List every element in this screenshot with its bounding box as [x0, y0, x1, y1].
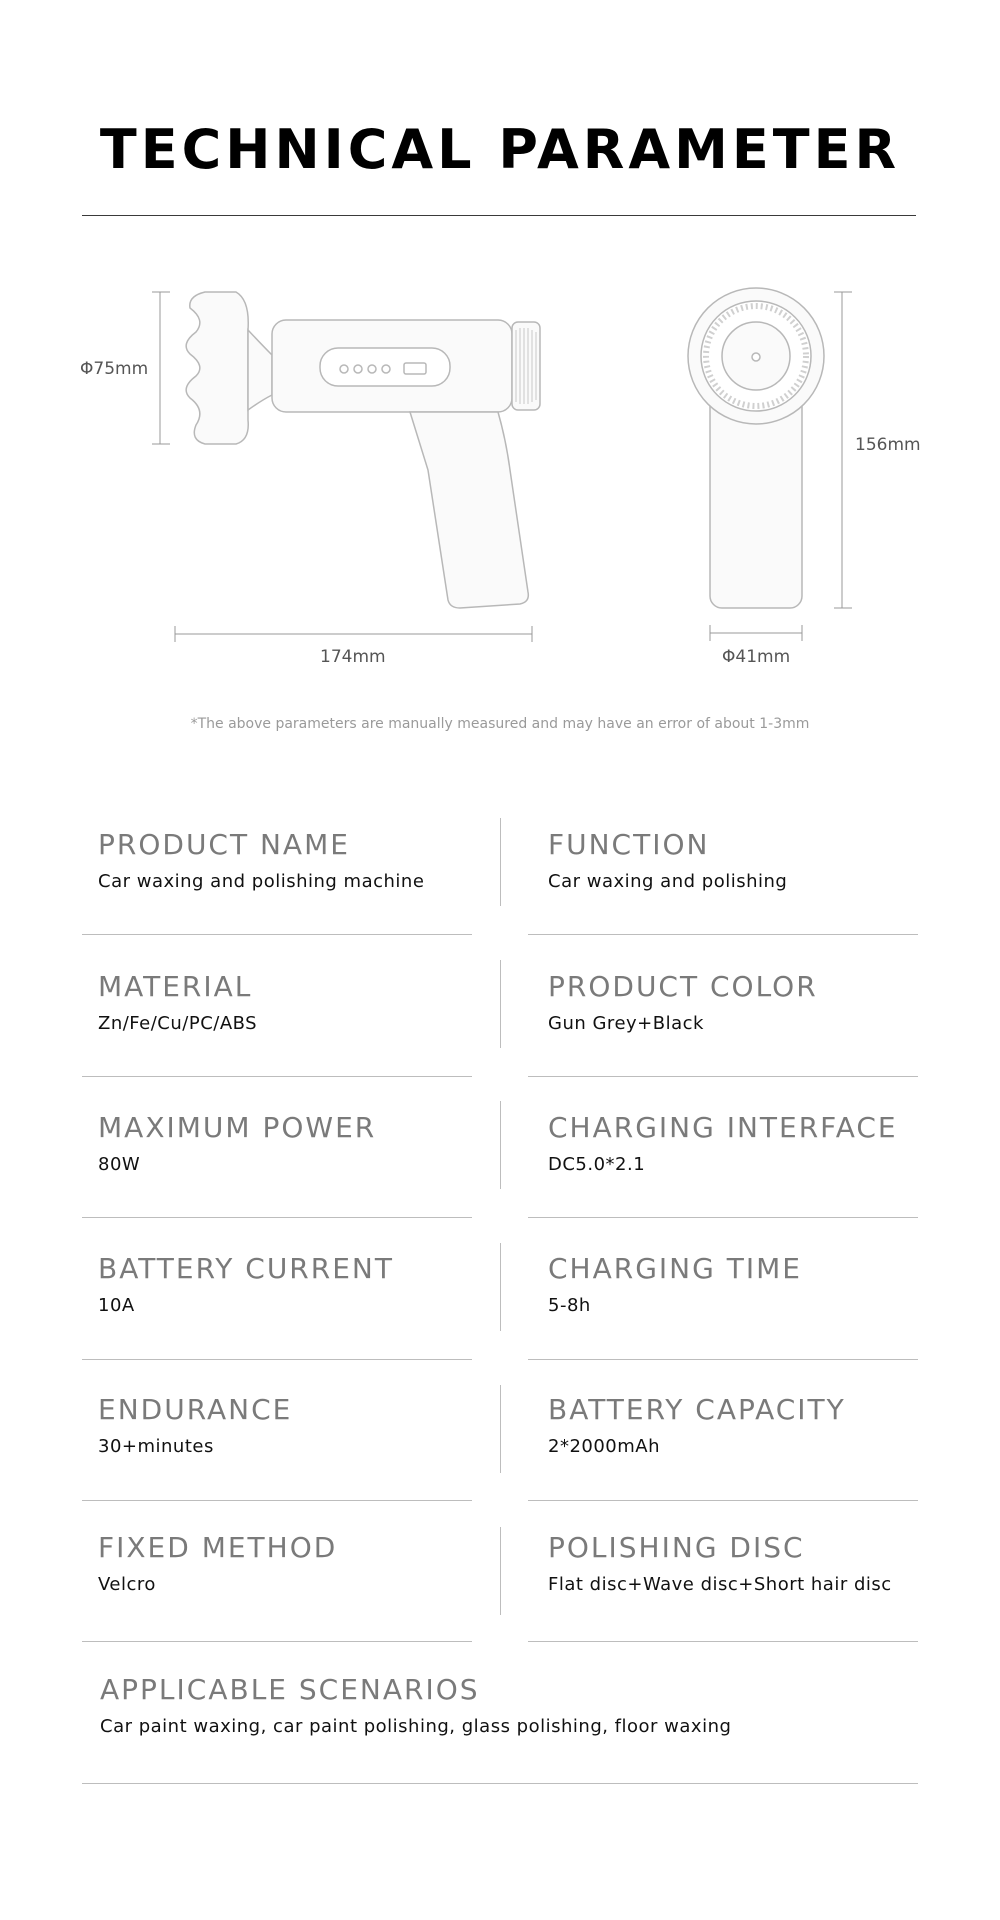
height-label: 156mm [855, 435, 921, 455]
spec-battery-capacity [548, 1393, 846, 1457]
row-divider [82, 1641, 472, 1642]
spec-value: Flat disc+Wave disc+Short hair disc [548, 1574, 892, 1595]
spec-label: ENDURANCE [98, 1393, 293, 1426]
spec-label: CHARGING INTERFACE [548, 1111, 898, 1144]
indicator-light [368, 365, 376, 373]
spec-fixed-method [98, 1531, 337, 1595]
spec-label: MAXIMUM POWER [98, 1111, 377, 1144]
title-divider [82, 215, 916, 216]
spec-applicable-scenarios [100, 1673, 731, 1737]
battery-icon [404, 363, 426, 374]
wave-disc [186, 292, 248, 444]
row-divider [528, 1641, 918, 1642]
spec-value: Gun Grey+Black [548, 1013, 704, 1034]
neck [248, 330, 272, 410]
spec-battery-current [98, 1252, 394, 1316]
length-label: 174mm [320, 647, 386, 667]
column-divider [500, 1527, 501, 1615]
spec-endurance [98, 1393, 292, 1457]
spec-value: 10A [98, 1295, 135, 1316]
spec-function [548, 828, 787, 892]
spec-label: APPLICABLE SCENARIOS [100, 1673, 480, 1706]
indicator-light [382, 365, 390, 373]
dimension-handle-diameter [710, 625, 802, 641]
product-dimension-drawing [0, 260, 1000, 680]
spec-value: Velcro [98, 1574, 156, 1595]
row-divider [528, 1076, 918, 1077]
spec-label: MATERIAL [98, 970, 253, 1003]
polisher-side-view [186, 292, 540, 608]
spec-value: DC5.0*2.1 [548, 1154, 646, 1175]
row-divider [82, 934, 472, 935]
row-divider [82, 1359, 472, 1360]
spec-label: BATTERY CAPACITY [548, 1393, 846, 1426]
spec-label: PRODUCT NAME [98, 828, 350, 861]
spec-value: 30+minutes [98, 1436, 214, 1457]
spec-charging-time [548, 1252, 802, 1316]
spec-label: FIXED METHOD [98, 1531, 338, 1564]
row-divider [82, 1500, 472, 1501]
spec-label: FUNCTION [548, 828, 710, 861]
dimension-height [834, 292, 852, 608]
spec-material [98, 970, 257, 1034]
dimension-length [175, 626, 532, 642]
spec-label: PRODUCT COLOR [548, 970, 818, 1003]
row-divider [82, 1217, 472, 1218]
bottom-divider [82, 1783, 918, 1784]
spec-product-color [548, 970, 818, 1034]
row-divider [528, 1359, 918, 1360]
column-divider [500, 960, 501, 1048]
spec-value: Car paint waxing, car paint polishing, glass polishing, floor waxing [100, 1716, 732, 1737]
handle-diameter-label: Φ41mm [722, 647, 791, 667]
spec-value: 5-8h [548, 1295, 591, 1316]
row-divider [528, 934, 918, 935]
head-diameter-label: Φ75mm [80, 359, 149, 379]
indicator-light [340, 365, 348, 373]
spec-value: Car waxing and polishing [548, 871, 788, 892]
handle [410, 412, 528, 608]
spec-label: POLISHING DISC [548, 1531, 805, 1564]
spec-product-name [98, 828, 424, 892]
spec-label: CHARGING TIME [548, 1252, 802, 1285]
measurement-note: *The above parameters are manually measured and may have an error of about 1-3mm [190, 716, 810, 732]
column-divider [500, 1385, 501, 1473]
row-divider [528, 1500, 918, 1501]
spec-maximum-power [98, 1111, 376, 1175]
row-divider [528, 1217, 918, 1218]
spec-value: 2*2000mAh [548, 1436, 661, 1457]
spec-polishing-disc [548, 1531, 892, 1595]
spec-label: BATTERY CURRENT [98, 1252, 394, 1285]
column-divider [500, 818, 501, 906]
column-divider [500, 1101, 501, 1189]
rear-center-dot [752, 353, 760, 361]
dimension-head-diameter [152, 292, 170, 444]
spec-charging-interface [548, 1111, 898, 1175]
indicator-light [354, 365, 362, 373]
page-title: TECHNICAL PARAMETER [99, 118, 901, 181]
spec-value: Zn/Fe/Cu/PC/ABS [98, 1013, 258, 1034]
column-divider [500, 1243, 501, 1331]
spec-value: Car waxing and polishing machine [98, 871, 425, 892]
spec-value: 80W [98, 1154, 141, 1175]
row-divider [82, 1076, 472, 1077]
